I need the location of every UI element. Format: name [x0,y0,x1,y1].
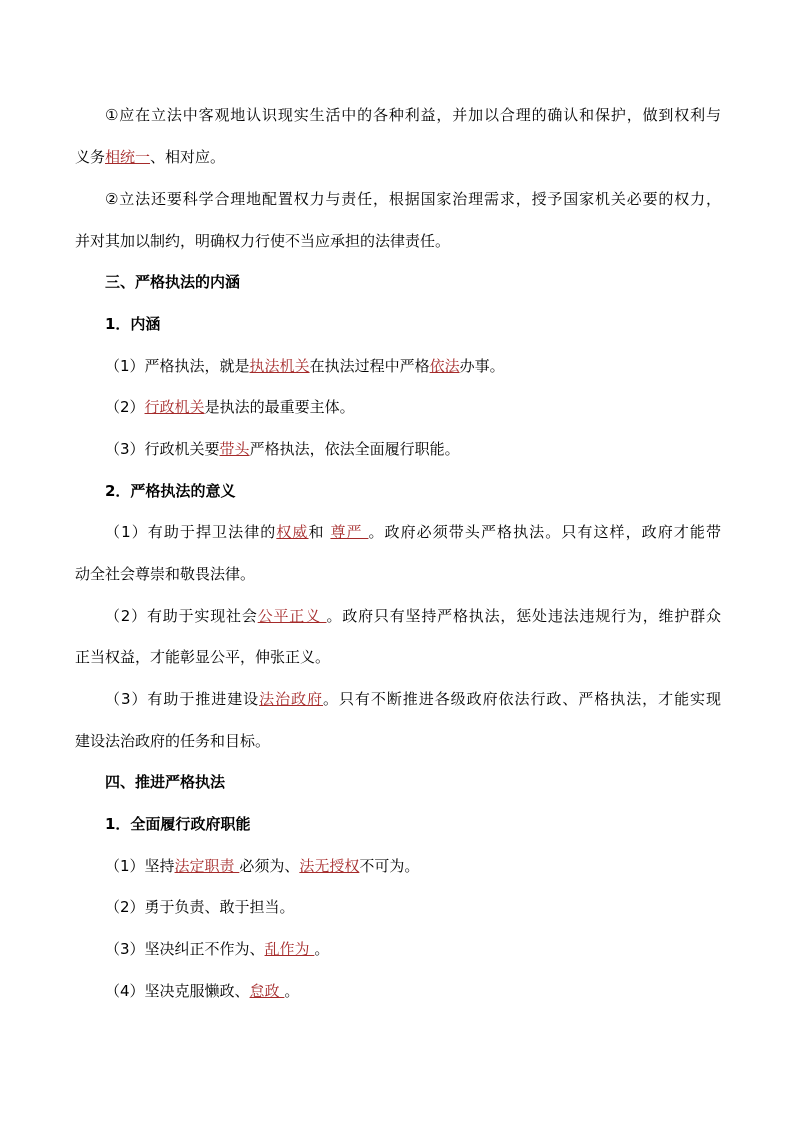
answer-blank: 执法机关 [249,357,310,375]
subheading-significance: 2．严格执法的意义 [105,482,236,500]
significance-3-line-2: 建设法治政府的任务和目标。 [75,732,271,750]
answer-blank: 带头 [219,440,250,458]
significance-1-line-1: （1）有助于捍卫法律的权威和 尊严 。政府必须带头严格执法。只有这样，政府才能带 [105,523,721,541]
answer-blank: 公平正义 [257,607,327,625]
answer-blank: 权威 [276,523,309,541]
answer-blank: 依法 [429,357,460,375]
function-2: （2）勇于负责、敢于担当。 [105,898,295,916]
paragraph-2-line-2: 并对其加以制约，明确权力行使不当应承担的法律责任。 [75,232,451,250]
section-heading-4: 四、推进严格执法 [105,773,226,791]
answer-blank: 怠政 [249,982,285,1000]
paragraph-1-line-1: ①应在立法中客观地认识现实生活中的各种利益，并加以合理的确认和保护，做到权利与 [105,106,721,124]
significance-2-line-2: 正当权益，才能彰显公平，伸张正义。 [75,648,331,666]
answer-blank: 乱作为 [264,940,315,958]
paragraph-2-line-1: ②立法还要科学合理地配置权力与责任，根据国家治理需求，授予国家机关必要的权力， [105,190,721,208]
answer-blank: 行政机关 [144,398,205,416]
item-3: （3）行政机关要带头严格执法，依法全面履行职能。 [105,440,460,458]
item-1: （1）严格执法，就是执法机关在执法过程中严格依法办事。 [105,357,505,375]
significance-1-line-2: 动全社会尊崇和敬畏法律。 [75,565,256,583]
function-1: （1）坚持法定职责 必须为、法无授权不可为。 [105,857,420,875]
section-heading-3: 三、严格执法的内涵 [105,273,241,291]
significance-3-line-1: （3）有助于推进建设法治政府。只有不断推进各级政府依法行政、严格执法，才能实现 [105,690,721,708]
answer-blank: 法治政府 [259,690,323,708]
subheading-connotation: 1．内涵 [105,315,161,333]
answer-blank: 法定职责 [174,857,240,875]
paragraph-1-line-2: 义务相统一、相对应。 [75,148,226,166]
answer-blank: 相统一 [105,148,151,166]
subheading-government-functions: 1．全面履行政府职能 [105,815,251,833]
significance-2-line-1: （2）有助于实现社会公平正义 。政府只有坚持严格执法，惩处违法违规行为，维护群众 [105,607,721,625]
function-3: （3）坚决纠正不作为、乱作为 。 [105,940,330,958]
answer-blank: 尊严 [330,523,369,541]
answer-blank: 法无授权 [299,857,360,875]
function-4: （4）坚决克服懒政、怠政 。 [105,982,300,1000]
item-2: （2）行政机关是执法的最重要主体。 [105,398,355,416]
